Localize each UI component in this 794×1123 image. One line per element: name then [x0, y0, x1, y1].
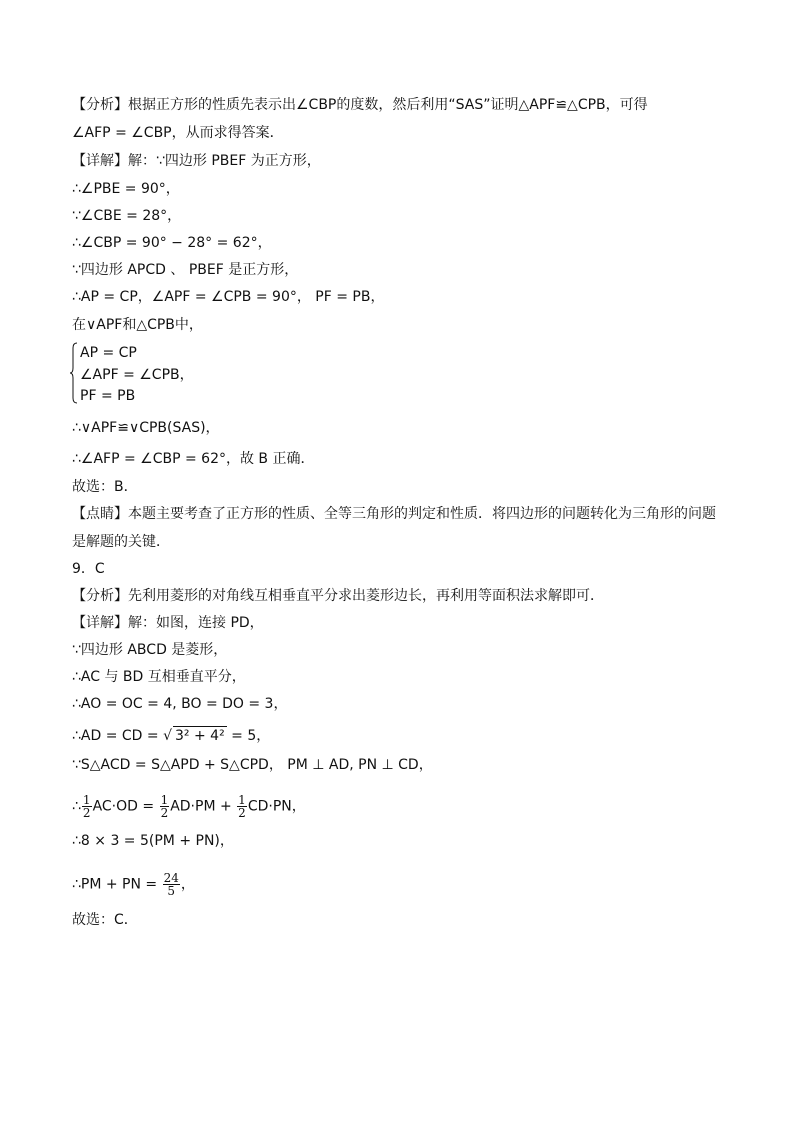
left-brace-icon [70, 342, 78, 404]
text-line-l25: ∵S△ACD = S△APD + S△CPD， PM ⊥ AD, PN ⊥ CD， [72, 757, 433, 773]
text-line-l07: ∵四边形 APCD 、 PBEF 是正方形， [72, 262, 299, 278]
text-line-l17: 是解题的关键． [72, 534, 170, 550]
text-line-l09: 在∨APF和△CPB中， [72, 317, 203, 333]
text-segment: = 5， [226, 728, 271, 744]
line-sum-result [72, 872, 195, 897]
text-segment: ∴AD = CD = [72, 728, 164, 744]
sqrt-radicand: 3² + 4² [175, 728, 225, 744]
text-line-l16: 【点睛】本题主要考查了正方形的性质、全等三角形的判定和性质．将四边形的问题转化为三角形的问题 [72, 506, 716, 522]
line-ad-cd [72, 726, 270, 745]
denominator: 5 [167, 884, 176, 898]
text-segment: AC·OD = [92, 798, 159, 815]
fraction-half [237, 794, 247, 819]
text-line-l02: ∠AFP = ∠CBP，从而求得答案． [72, 125, 284, 141]
text-line-l14: ∴∠AFP = ∠CBP = 62°，故 B 正确． [72, 451, 315, 467]
text-segment: ∴ [72, 798, 81, 815]
text-line-l01: 【分析】根据正方形的性质先表示出∠CBP的度数，然后利用“SAS”证明△APF≌△CPB，可得 [72, 97, 648, 113]
text-line-l18: 9．C [72, 561, 105, 577]
denominator: 2 [160, 806, 169, 820]
text-line-l22: ∴AC 与 BD 互相垂直平分， [72, 669, 246, 685]
numerator: 1 [160, 793, 169, 807]
text-segment: ∴PM + PN = [72, 876, 162, 893]
text-line-l03: 【详解】解：∵四边形 PBEF 为正方形， [72, 153, 321, 169]
text-line-l23: ∴AO = OC = 4, BO = DO = 3， [72, 696, 288, 712]
text-line-l20: 【详解】解：如图，连接 PD， [72, 615, 264, 631]
text-line-l05: ∵∠CBE = 28°， [72, 208, 182, 224]
fraction-24-5 [163, 872, 180, 897]
fraction-half [82, 794, 92, 819]
text-line-l08: ∴AP = CP，∠APF = ∠CPB = 90°， PF = PB， [72, 289, 385, 305]
denominator: 2 [82, 806, 91, 820]
text-line-l27: ∴8 × 3 = 5(PM + PN)， [72, 833, 234, 849]
text-line-l06: ∴∠CBP = 90° − 28° = 62°， [72, 235, 272, 251]
text-segment: AD·PM + [170, 798, 237, 815]
line-area-equation [72, 794, 306, 819]
text-segment: ， [180, 876, 195, 893]
text-line-l10: AP = CP [80, 345, 137, 361]
text-line-l11: ∠APF = ∠CPB， [80, 367, 194, 383]
sqrt-symbol: √ [163, 728, 173, 744]
text-line-l19: 【分析】先利用菱形的对角线互相垂直平分求出菱形边长，再利用等面积法求解即可． [72, 588, 604, 604]
text-line-l21: ∵四边形 ABCD 是菱形， [72, 642, 228, 658]
numerator: 1 [238, 793, 246, 807]
text-line-l13: ∴∨APF≌∨CPB(SAS)， [72, 420, 220, 436]
text-line-l29: 故选：C． [72, 912, 138, 928]
text-line-l15: 故选：B． [72, 479, 138, 495]
fraction-half [160, 794, 170, 819]
numerator: 24 [163, 871, 179, 885]
text-segment: CD·PN， [247, 798, 306, 815]
text-line-l12: PF = PB [80, 388, 136, 404]
text-line-l04: ∴∠PBE = 90°， [72, 181, 180, 197]
denominator: 2 [238, 806, 246, 820]
numerator: 1 [82, 793, 91, 807]
